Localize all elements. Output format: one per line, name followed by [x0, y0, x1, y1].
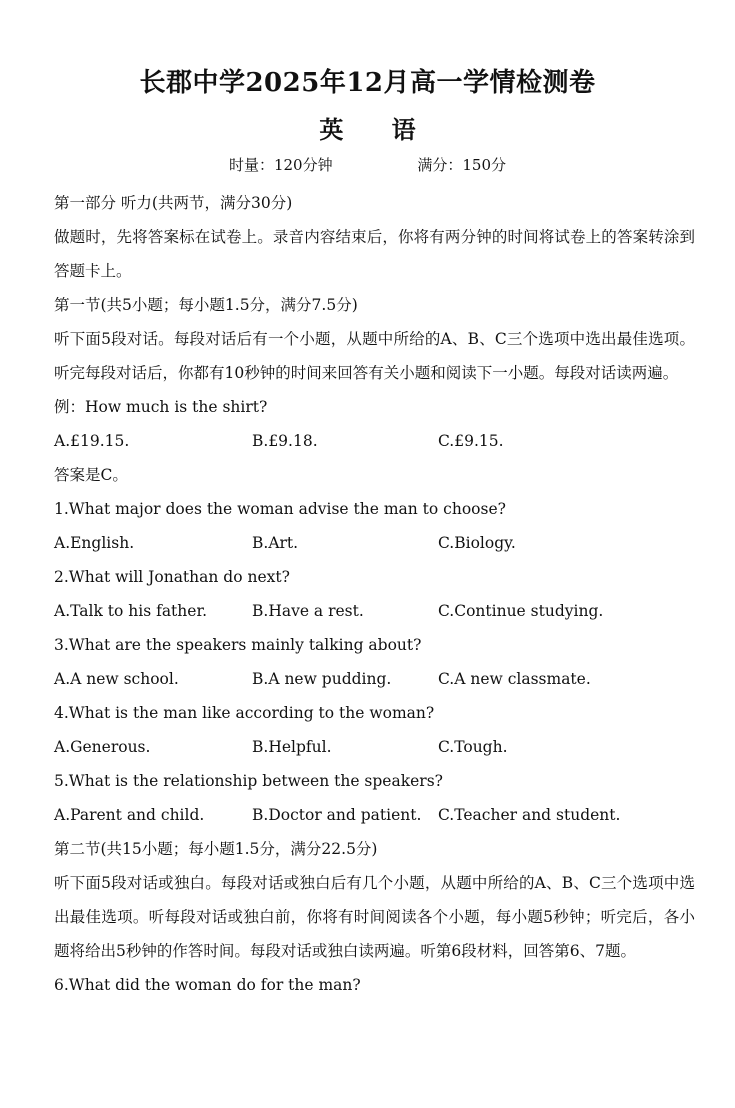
question-1-options: [54, 526, 695, 560]
example-question: 例：How much is the shirt?: [54, 398, 268, 416]
option-a: A.Talk to his father.: [54, 602, 208, 620]
option-c: C.Continue studying.: [438, 602, 604, 620]
option-b: B.Art.: [252, 534, 299, 552]
time-limit: 时量：120分钟: [228, 156, 333, 174]
option-c: C.£9.15.: [438, 432, 504, 450]
section1-instruction: 听下面5段对话。每段对话后有一个小题，从题中所给的A、B、C三个选项中选出最佳选项。听完每段对话后，你都有10秒钟的时间来回答有关小题和阅读下一小题。每段对话读两遍。: [54, 330, 695, 382]
option-c: C.Biology.: [438, 534, 516, 552]
section2-instruction: 听下面5段对话或独白。每段对话或独白后有几个小题，从题中所给的A、B、C三个选项中选出最佳选项。听每段对话或独白前，你将有时间阅读各个小题，每小题5秒钟；听完后，各小题将给出5秒钟的作答时间。每段对话或独白读两遍。听第6段材料，回答第6、7题。: [54, 874, 695, 960]
subject-title: 英 语: [319, 115, 416, 144]
option-a: A.£19.15.: [54, 432, 130, 450]
option-b: B.£9.18.: [252, 432, 318, 450]
option-b: B.Have a rest.: [252, 602, 364, 620]
question-5: 5.What is the relationship between the speakers?: [54, 772, 443, 790]
option-c: C.A new classmate.: [438, 670, 591, 688]
example-answer: 答案是C。: [54, 466, 128, 484]
question-2: 2.What will Jonathan do next?: [54, 568, 290, 586]
full-score: 满分：150分: [417, 156, 507, 174]
question-2-options: [54, 594, 695, 628]
option-b: B.A new pudding.: [252, 670, 392, 688]
exam-title: 长郡中学2025年12月高一学情检测卷: [139, 68, 596, 98]
section1-heading: 第一节(共5小题；每小题1.5分，满分7.5分): [54, 296, 358, 314]
question-5-options: [54, 798, 695, 832]
option-c: C.Tough.: [438, 738, 508, 756]
question-4-options: [54, 730, 695, 764]
option-b: B.Helpful.: [252, 738, 332, 756]
question-4: 4.What is the man like according to the woman?: [54, 704, 435, 722]
option-b: B.Doctor and patient.: [252, 806, 422, 824]
option-a: A.A new school.: [54, 670, 179, 688]
option-a: A.English.: [54, 534, 135, 552]
option-a: A.Generous.: [54, 738, 151, 756]
question-1: 1.What major does the woman advise the man to choose?: [54, 500, 506, 518]
question-3: 3.What are the speakers mainly talking about?: [54, 636, 422, 654]
option-a: A.Parent and child.: [54, 806, 205, 824]
question-6: 6.What did the woman do for the man?: [54, 976, 361, 994]
example-options: [54, 424, 695, 458]
part1-instruction: 做题时，先将答案标在试卷上。录音内容结束后，你将有两分钟的时间将试卷上的答案转涂到答题卡上。: [54, 228, 695, 280]
part1-heading: 第一部分 听力(共两节，满分30分): [54, 194, 293, 212]
section2-heading: 第二节(共15小题；每小题1.5分，满分22.5分): [54, 840, 378, 858]
exam-body: [54, 186, 695, 1002]
question-3-options: [54, 662, 695, 696]
exam-meta: [0, 154, 735, 175]
option-c: C.Teacher and student.: [438, 806, 621, 824]
